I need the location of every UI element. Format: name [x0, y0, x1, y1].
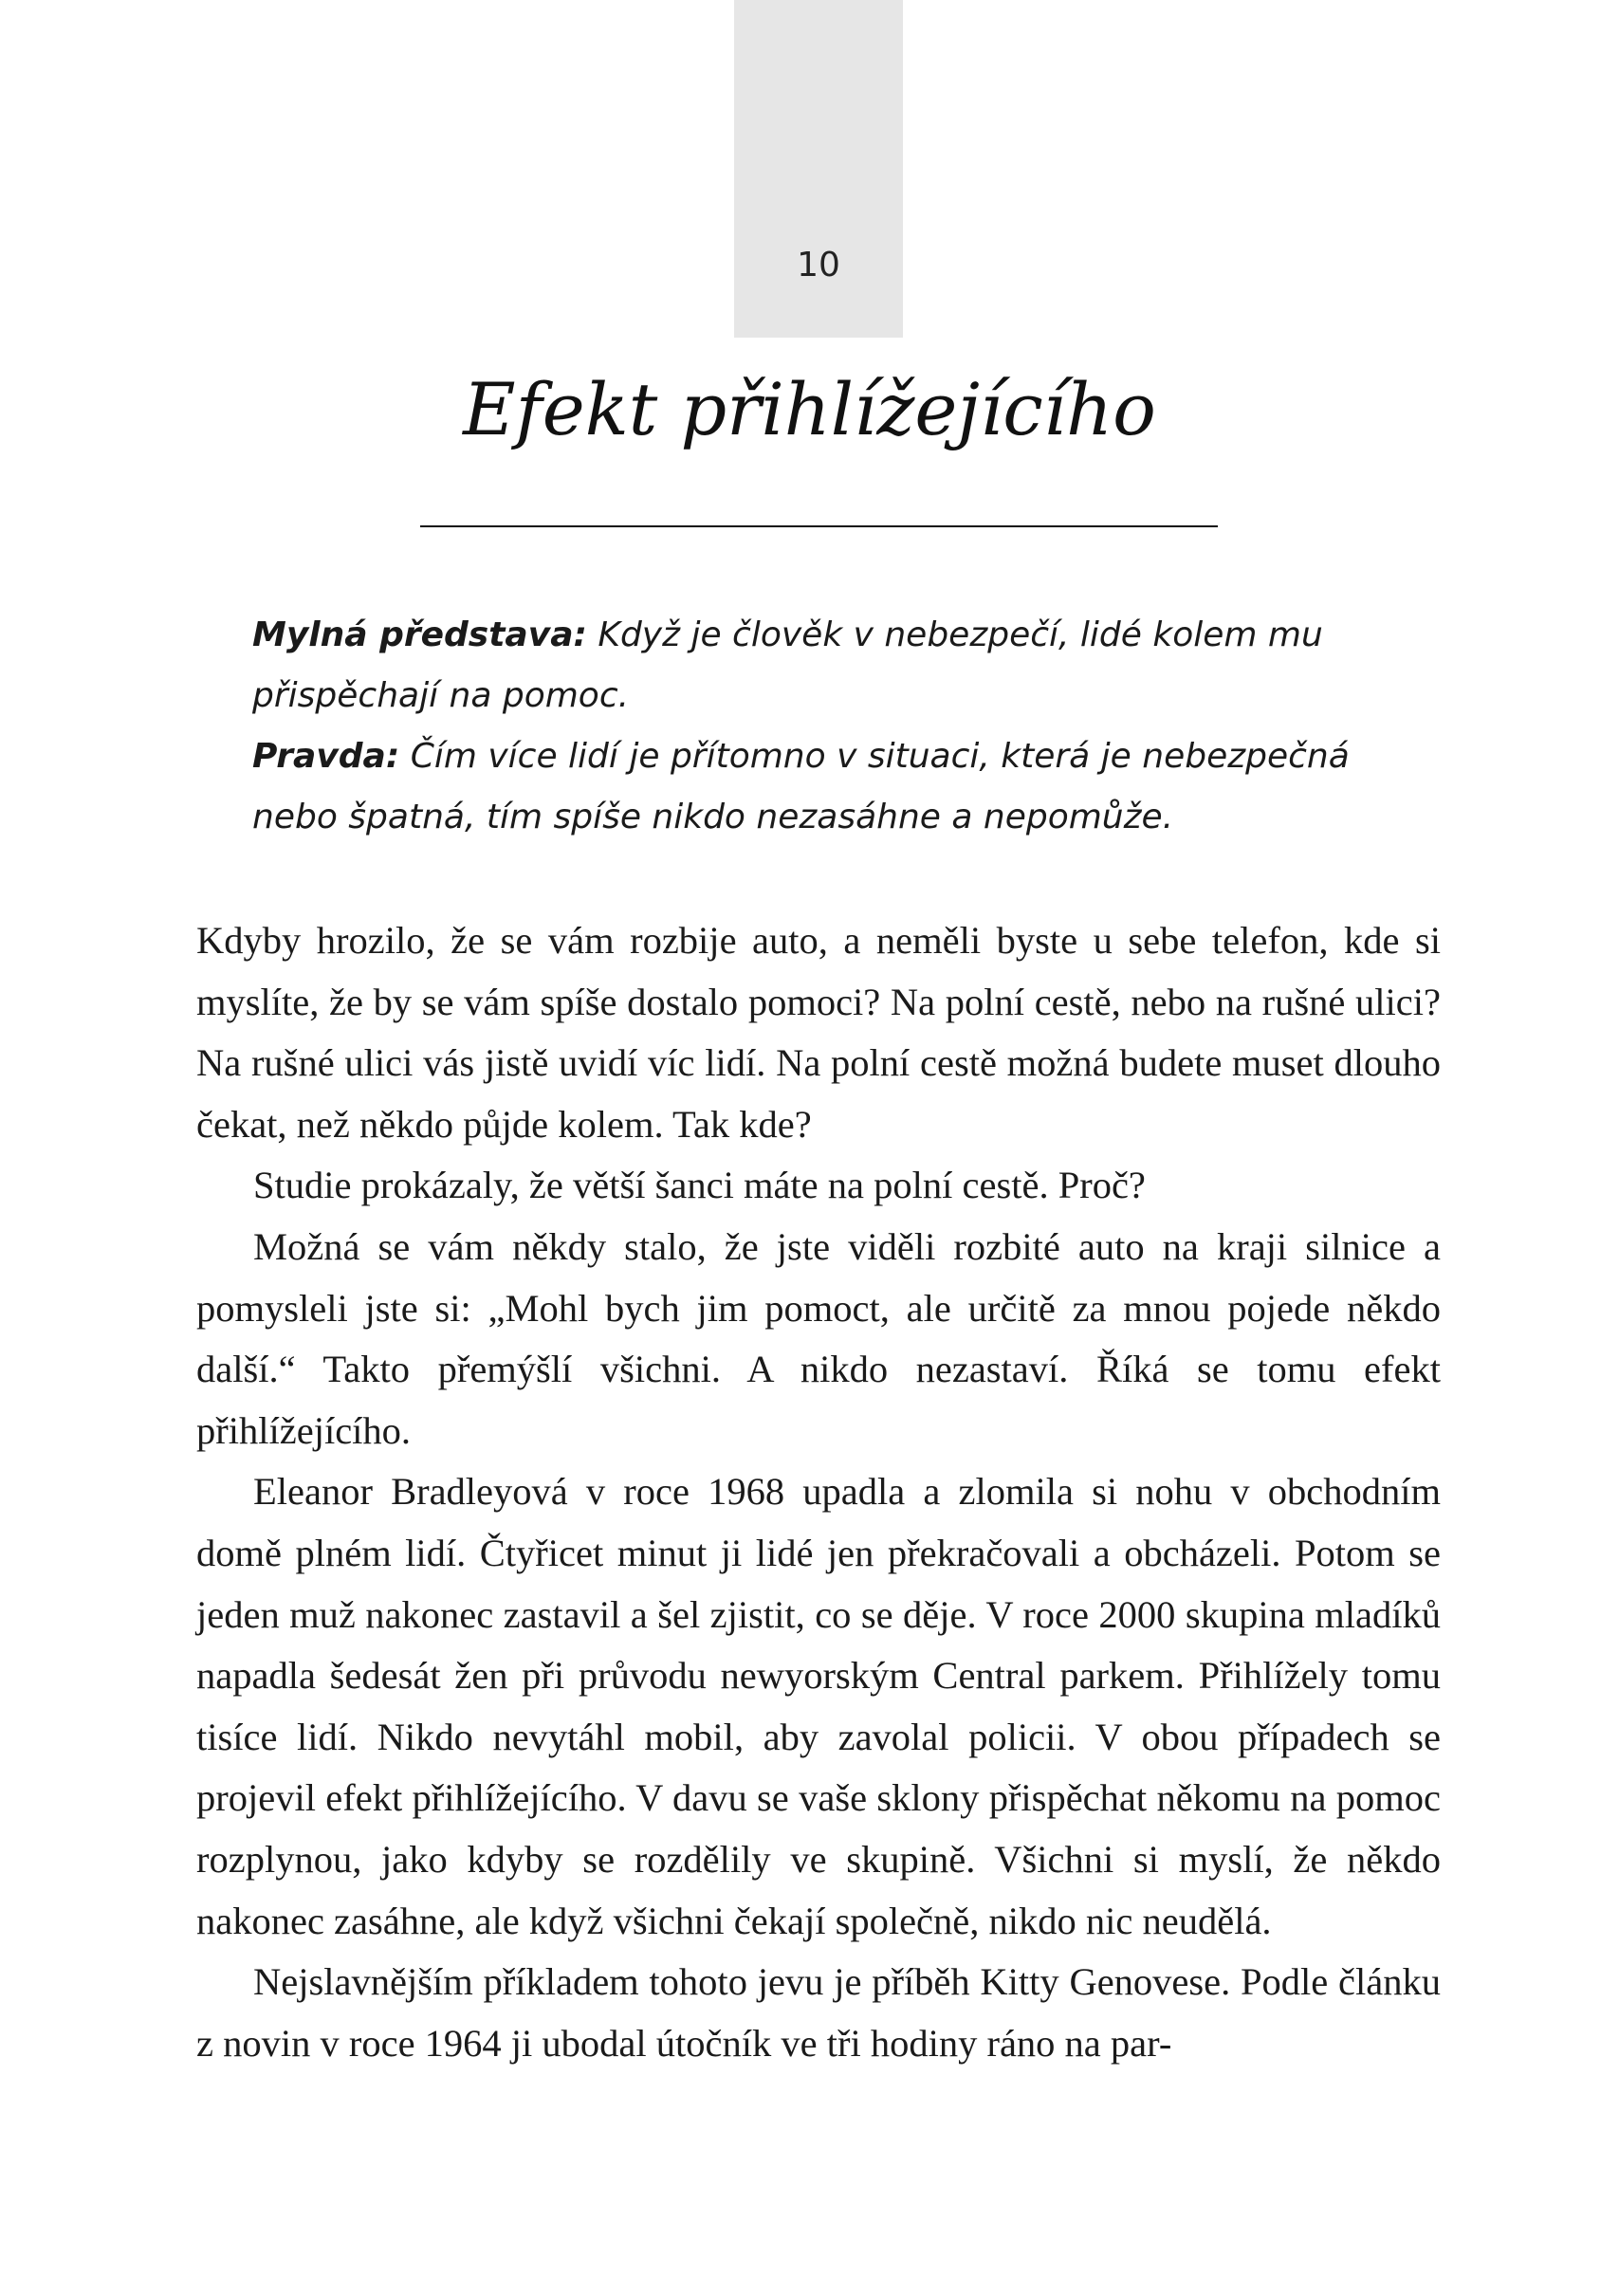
chapter-number: 10 — [797, 246, 840, 285]
truth-text: Čím více lidí je přítomno v situaci, která je nebezpečná nebo špatná, tím spíše nikdo nezasáhne a nepomůže. — [252, 737, 1350, 836]
truth-statement — [252, 726, 1390, 848]
chapter-title: Efekt přihlížejícího — [463, 367, 1156, 451]
chapter-tab — [734, 0, 903, 338]
body-paragraph: Nejslavnějším příkladem tohoto jevu je příběh Kitty Genovese. Podle článku z novin v roce 1964 ji ubodal útočník ve tři hodiny ráno na par- — [196, 1960, 1441, 2065]
myth-statement — [252, 605, 1390, 726]
myth-truth-callout — [252, 605, 1390, 848]
myth-text: Když je člověk v nebezpečí, lidé kolem mu přispěchají na pomoc. — [252, 615, 1323, 715]
body-paragraph: Eleanor Bradleyová v roce 1968 upadla a zlomila si nohu v obchodním domě plném lidí. Čtyřicet minut ji lidé jen překračovali a obcházeli. Potom se jeden muž nakonec zastavil a šel zjistit, co se děje. V roce 2000 skupina mladíků napadla šedesát žen při průvodu newyorským Central parkem. Přihlížely tomu tisíce lidí. Nikdo nevytáhl mobil, aby zavolal policii. V obou případech se projevil efekt přihlížejícího. V davu se vaše sklony přispěchat někomu na pomoc rozplynou, jako kdyby se rozdělily ve skupině. Všichni si myslí, že někdo nakonec zasáhne, ale když všichni čekají společně, nikdo nic neudělá. — [196, 1470, 1441, 1942]
body-paragraph: Studie prokázaly, že větší šanci máte na polní cestě. Proč? — [253, 1164, 1146, 1207]
title-divider — [420, 525, 1218, 527]
body-text — [196, 910, 1441, 2074]
body-paragraph: Možná se vám někdy stalo, že jste viděli rozbité auto na kraji silnice a pomysleli jste si: „Mohl bych jim pomoct, ale určitě za mnou pojede někdo další.“ Takto přemýšlí všichni. A nikdo nezastaví. Říká se tomu efekt přihlížejícího. — [196, 1224, 1441, 1452]
truth-label: Pravda: — [252, 737, 400, 776]
body-paragraph: Kdyby hrozilo, že se vám rozbije auto, a neměli byste u sebe telefon, kde si myslíte, že by se vám spíše dostalo pomoci? Na polní cestě, nebo na rušné ulici? Na rušné ulici vás jistě uvidí víc lidí. Na polní cestě možná budete muset dlouho čekat, než někdo půjde kolem. Tak kde? — [196, 919, 1441, 1146]
myth-label: Mylná představa: — [252, 615, 587, 654]
